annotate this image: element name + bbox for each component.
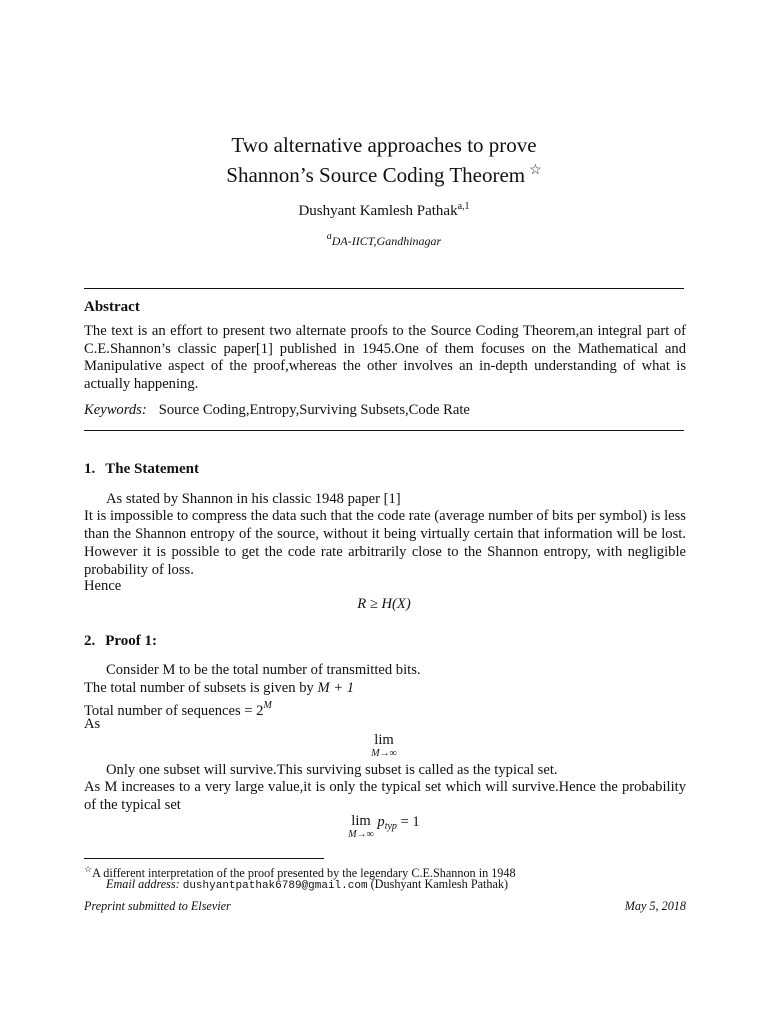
limit-operator [371,733,396,759]
abstract-heading: Abstract [84,299,140,315]
limit-expression-1 [0,733,768,759]
footnote-star-icon: ☆ [84,864,93,874]
proof-line-2-text: The total number of subsets is given by [84,680,318,696]
abstract-text: The text is an effort to present two alternate proofs to the Source Coding Theorem,an integral part of C.E.Shannon’s classic paper[1] published in 1945.One of them focuses on the Mathematical and Manipulative aspect of the proof,whereas the other involves an in-depth understanding of what is actually happening. [84,323,686,392]
email-link[interactable]: dushyantpathak6789@gmail.com [182,880,368,892]
limit-subscript: M→∞ [371,748,397,759]
affiliation-superscript: a [326,231,332,242]
section-2-number: 2. [84,633,96,649]
abstract-bottom-rule [84,430,684,431]
footnote-rule [84,858,324,859]
proof-line-4: As [84,716,101,732]
paper-title-line-2 [0,157,768,189]
section-1-heading [84,461,199,478]
author-superscript: a,1 [457,201,470,212]
footer-left: Preprint submitted to Elsevier [84,899,231,913]
page-footer [84,899,686,914]
footnote-email [106,877,708,894]
proof-line-3-superscript: M [263,700,272,711]
email-owner: (Dushyant Kamlesh Pathak) [370,877,509,891]
proof-line-2-math: M + 1 [317,680,355,696]
abstract-top-rule [84,288,684,289]
paper-title-text: Shannon’s Source Coding Theorem [226,163,526,187]
section-2-heading [84,633,157,650]
limit-operator-2 [348,814,373,840]
section-1-title: The Statement [105,461,199,477]
proof-line-2 [84,679,686,697]
title-footnote-star-icon: ☆ [529,163,542,178]
keywords-list: Source Coding,Entropy,Surviving Subsets,Code Rate [158,402,470,418]
equals-one: = 1 [396,814,420,830]
limit-word: lim [374,732,394,748]
paper-title-line-1: Two alternative approaches to prove [231,133,537,157]
section-1-number: 1. [84,461,96,477]
proof-line-5: Only one subset will survive.This surviving subset is called as the typical set. [106,762,558,778]
proof-line-3-text: Total number of sequences = 2 [84,703,264,719]
author-name: Dushyant Kamlesh Pathak [298,203,458,219]
section-2-title: Proof 1: [105,633,158,649]
affiliation: DA-IICT,Gandhinagar [331,234,442,248]
p-typ: p [377,814,385,830]
section-1-body: It is impossible to compress the data such that the code rate (average number of bits per symbol) is less than the Shannon entropy of the source, without it being virtually certain that information will be lost. However it is possible to get the code rate arbitrarily close to the Shannon entropy, with negligible probability of loss. [84,508,686,578]
affiliation-line [0,231,768,249]
limit-expression-2 [0,814,768,840]
limit-subscript-2: M→∞ [348,829,374,840]
keywords-label: Keywords: [84,402,147,418]
footer-date: May 5, 2018 [624,899,686,913]
proof-line-6: As M increases to a very large value,it is only the typical set which will survive.Hence the probability of the typical set [84,779,686,813]
email-label: Email address: [106,877,180,891]
author-line [0,201,768,220]
equation-r-ge-hx: R ≥ H(X) [357,596,411,612]
keywords-line [84,402,470,419]
limit-word-2: lim [351,813,371,829]
p-typ-subscript: typ [384,821,397,832]
section-1-intro: As stated by Shannon in his classic 1948 paper [1] [106,491,401,507]
proof-line-1: Consider M to be the total number of transmitted bits. [106,662,421,678]
footnote-text: A different interpretation of the proof presented by the legendary C.E.Shannon in 1948 [92,866,516,880]
section-1-hence: Hence [84,578,122,594]
